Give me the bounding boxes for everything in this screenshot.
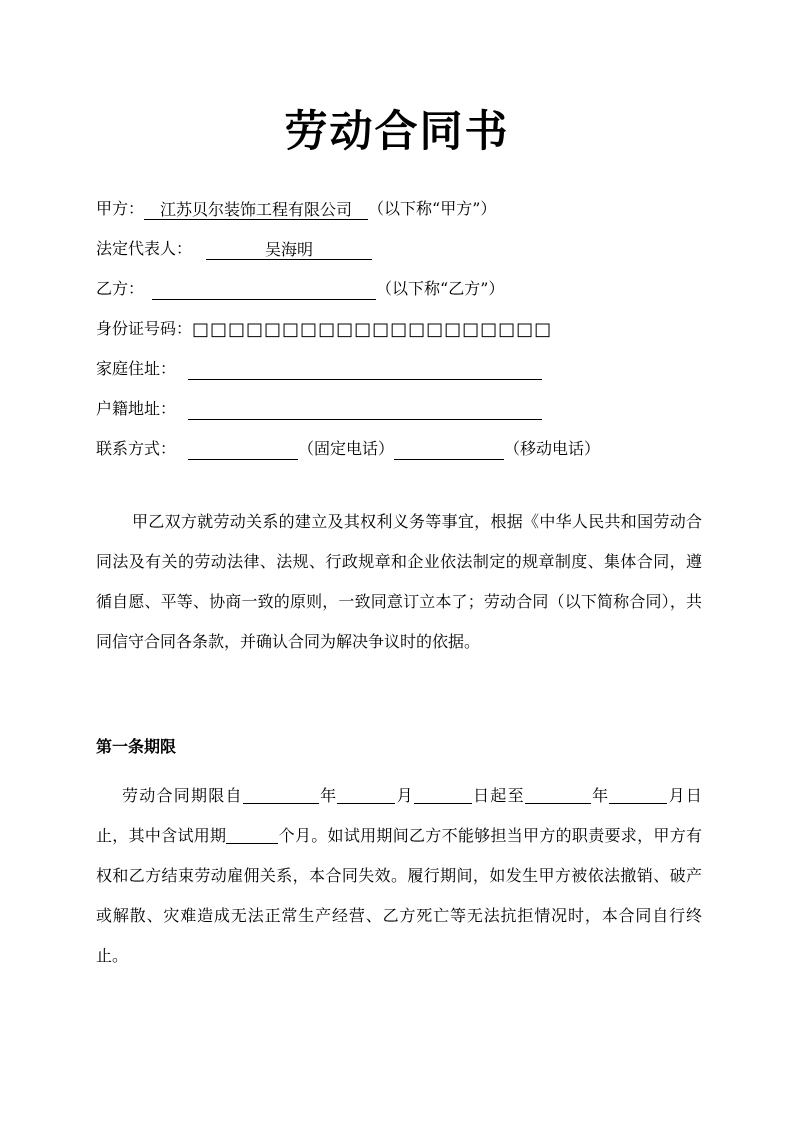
document-title: 劳动合同书: [284, 107, 510, 157]
id-number-label: 身份证号码：: [96, 319, 193, 338]
home-address-line: [96, 358, 542, 380]
household-address-field[interactable]: [188, 399, 542, 420]
preamble-paragraph: 甲乙双方就劳动关系的建立及其权利义务等事宜，根据《中华人民共和国劳动合同法及有关的劳动法律、法规、行政规章和企业依法制定的规章制度、集体合同，遵循自愿、平等、协商一致的原则，一致同意订立本了；劳动合同（以下简称合同），共同信守合同各条款，并确认合同为解决争议时的依据。: [96, 512, 702, 651]
party-b-suffix: （以下称“乙方”）: [376, 279, 505, 298]
article1-text-7: 日止，其中含试用期: [96, 786, 702, 845]
fixed-phone-field[interactable]: [188, 439, 298, 460]
start-month-blank[interactable]: [337, 785, 395, 804]
party-b-label: 乙方：: [96, 279, 145, 298]
article1-text-8: 个月。如试用期间乙方不能够担当甲方的职责要求，甲方有权和乙方结束劳动雇佣关系，本合同失效。履行期间，如发生甲方被依法撤销、破产或解散、灾难造成无法正常生产经营、乙方死亡等无法抗拒情况时，本合同自行终止。: [96, 826, 702, 965]
article1-text-1: 劳动合同期限自: [122, 786, 243, 805]
legal-rep-label: 法定代表人：: [96, 239, 193, 258]
probation-months-blank[interactable]: [226, 825, 278, 844]
end-month-blank[interactable]: [609, 785, 667, 804]
party-b-field[interactable]: [152, 279, 376, 300]
household-address-line: [96, 398, 542, 420]
home-address-label: 家庭住址：: [96, 359, 177, 378]
party-b-line: [96, 278, 504, 300]
party-a-label: 甲方：: [96, 199, 145, 218]
article1-text-2: 年: [318, 786, 338, 805]
mobile-phone-field[interactable]: [394, 439, 504, 460]
article1-text-3: 月: [395, 786, 414, 805]
start-day-blank[interactable]: [414, 785, 472, 804]
article1-text-4: 日起至: [471, 786, 525, 805]
article1-text-6: 月: [667, 786, 686, 805]
article1-text-5: 年: [590, 786, 610, 805]
mobile-phone-label: （移动电话）: [504, 439, 601, 458]
party-a-name[interactable]: 江苏贝尔装饰工程有限公司: [144, 199, 368, 220]
start-year-blank[interactable]: [243, 785, 319, 804]
end-year-blank[interactable]: [525, 785, 591, 804]
legal-rep-name[interactable]: 吴海明: [206, 239, 372, 260]
article1-heading: 第一条期限: [96, 737, 177, 756]
legal-rep-line: [96, 238, 372, 260]
id-number-boxes[interactable]: □□□□□□□□□□□□□□□□□□□□: [192, 319, 553, 340]
contact-line: [96, 438, 600, 460]
contact-label: 联系方式：: [96, 439, 177, 458]
household-address-label: 户籍地址：: [96, 399, 177, 418]
party-a-line: [96, 198, 496, 220]
id-number-line: [96, 318, 552, 341]
party-a-suffix: （以下称“甲方”）: [368, 199, 497, 218]
fixed-phone-label: （固定电话）: [298, 439, 395, 458]
home-address-field[interactable]: [188, 359, 542, 380]
article1-paragraph: [96, 776, 702, 976]
